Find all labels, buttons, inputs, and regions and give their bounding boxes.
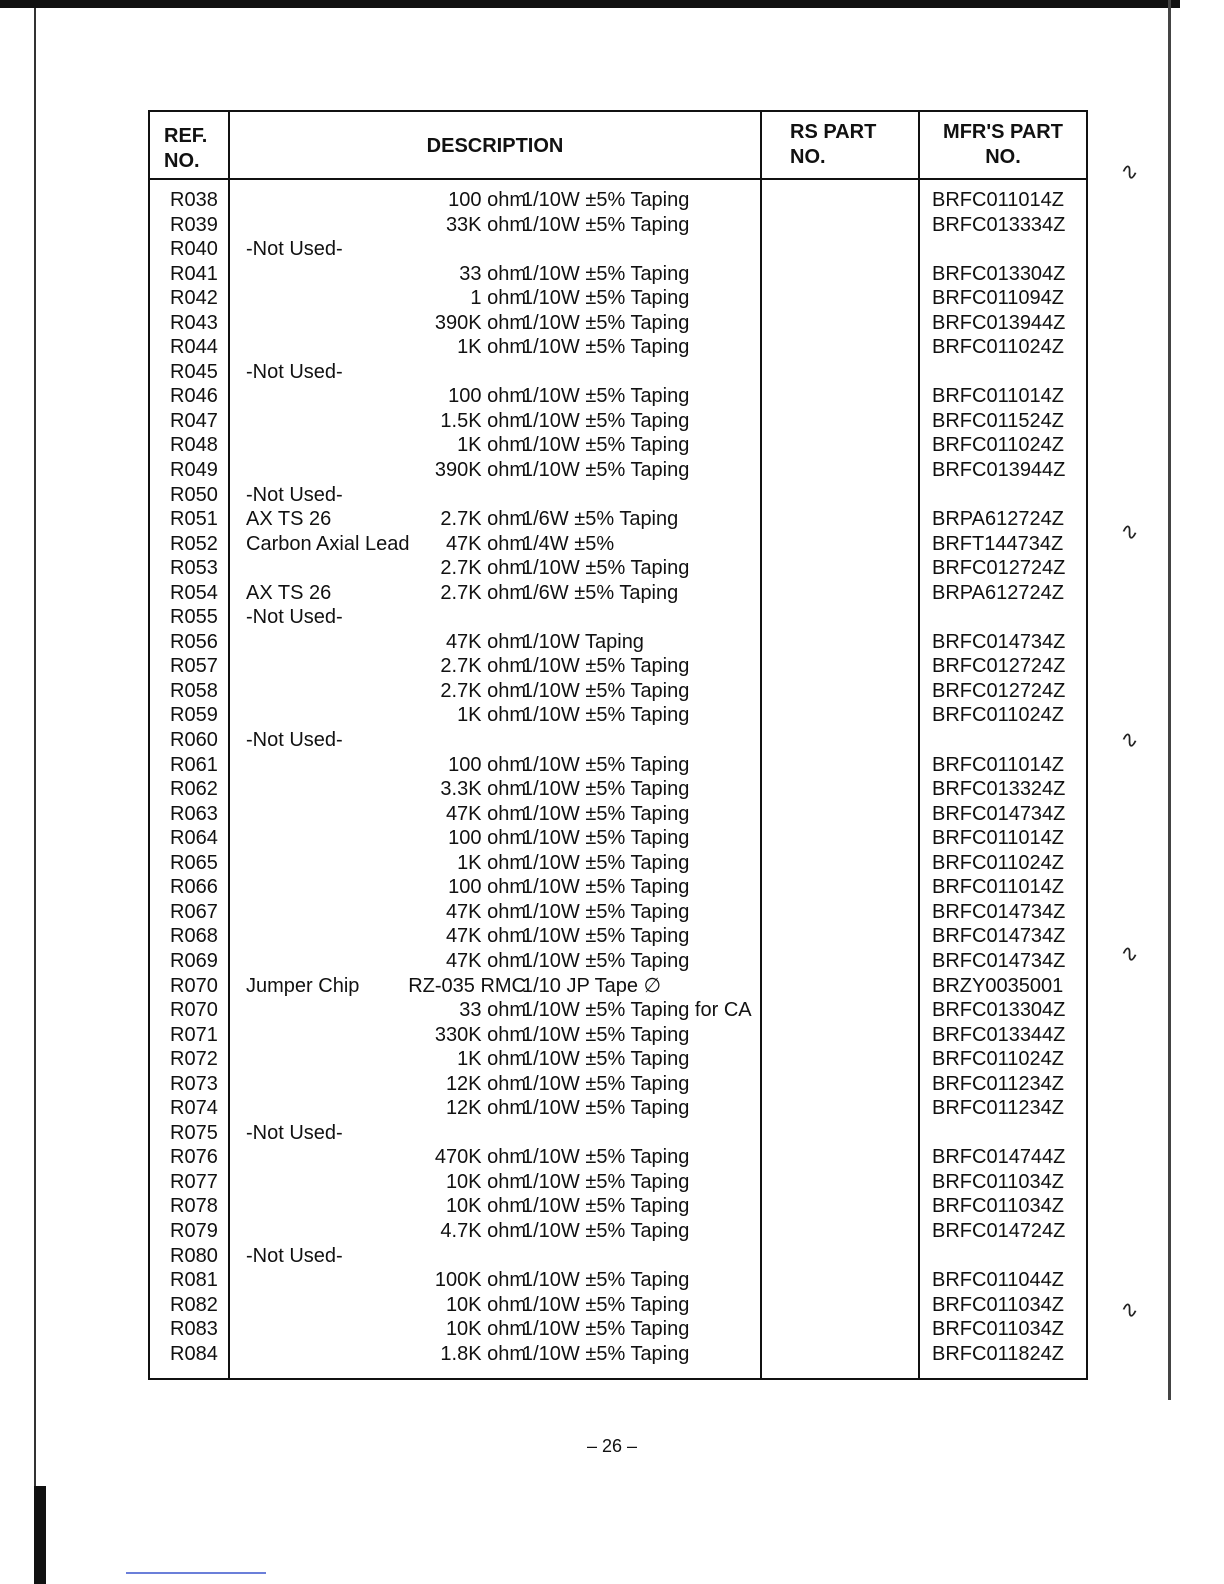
table-row (150, 433, 1086, 458)
spec-cell: 1/10W ±5% Taping (522, 925, 690, 948)
spec-cell: 1/10W ±5% Taping (522, 189, 690, 211)
table-row (150, 237, 1086, 262)
table-row (150, 1268, 1086, 1293)
header-divider (150, 178, 1086, 180)
spec-cell: 1/10W ±5% Taping (522, 1170, 690, 1193)
spec-cell: 1/10W ±5% Taping (522, 679, 690, 702)
mfr-part-cell: BRFC011824Z (932, 1342, 1064, 1365)
table-row (150, 409, 1086, 434)
resistance-value: 33K ohm (445, 213, 526, 236)
ref-cell: R055 (170, 606, 218, 629)
table-row (150, 1170, 1086, 1195)
table-body (150, 188, 1086, 1366)
ref-cell: R076 (170, 1146, 218, 1169)
ref-cell: R068 (170, 925, 218, 948)
binder-ring-icon: ∿ (1117, 725, 1142, 754)
mfr-part-cell: BRFC013344Z (932, 1023, 1066, 1046)
spec-cell: 1/10W ±5% Taping (522, 1293, 690, 1316)
resistance-value: 2.7K ohm (440, 679, 526, 702)
spec-cell: 1/10W ±5% Taping (522, 1097, 690, 1120)
mfr-part-cell: BRFC012724Z (932, 557, 1066, 580)
ref-cell: R078 (170, 1195, 218, 1218)
ref-cell: R084 (170, 1342, 218, 1365)
resistance-value: 1 ohm (470, 287, 526, 310)
spec-cell: 1/10W ±5% Taping (522, 1146, 690, 1169)
spec-cell: 1/10 JP Tape ∅ (522, 974, 662, 997)
mfr-part-cell: BRFC012724Z (932, 679, 1066, 702)
spec-cell: 1/10W ±5% Taping (522, 949, 690, 972)
table-row (150, 335, 1086, 360)
mfr-part-cell: BRFC011094Z (932, 287, 1064, 310)
ref-cell: R054 (170, 581, 218, 604)
table-row (150, 1293, 1086, 1318)
ref-cell: R049 (170, 459, 218, 482)
header-ref-no: REF. NO. (164, 125, 208, 172)
spec-cell: 1/10W ±5% Taping for CA (522, 999, 752, 1022)
ref-cell: R073 (170, 1072, 218, 1095)
table-row (150, 213, 1086, 238)
resistance-value: 470K ohm (434, 1146, 526, 1169)
mfr-part-cell: BRFC011024Z (932, 851, 1064, 874)
description-label: -Not Used- (246, 238, 343, 261)
resistance-value: 100K ohm (434, 1269, 526, 1292)
mfr-part-cell: BRFC011024Z (932, 434, 1064, 457)
scan-left-tab (34, 1486, 46, 1584)
header-description: DESCRIPTION (426, 135, 564, 157)
mfr-part-cell: BRFC011014Z (932, 189, 1064, 211)
ref-cell: R063 (170, 802, 218, 825)
resistance-value: 47K ohm (445, 900, 526, 923)
mfr-part-cell: BRFC011044Z (932, 1269, 1064, 1292)
spec-cell: 1/10W ±5% Taping (522, 753, 690, 776)
description-label: -Not Used- (246, 483, 343, 506)
table-row (150, 556, 1086, 581)
table-row (150, 532, 1086, 557)
ref-cell: R045 (170, 360, 218, 383)
resistance-value: 1K ohm (457, 434, 526, 457)
table-row (150, 728, 1086, 753)
resistance-value: 12K ohm (445, 1097, 526, 1120)
ref-cell: R081 (170, 1269, 218, 1292)
ref-cell: R079 (170, 1219, 218, 1242)
resistance-value: 47K ohm (445, 949, 526, 972)
ref-cell: R067 (170, 900, 218, 923)
resistance-value: 4.7K ohm (440, 1219, 526, 1242)
ref-cell: R044 (170, 336, 218, 359)
table-row (150, 851, 1086, 876)
mfr-part-cell: BRFC014734Z (932, 949, 1066, 972)
mfr-part-cell: BRFC013324Z (932, 778, 1066, 801)
mfr-part-cell: BRFC013304Z (932, 999, 1066, 1022)
table-row (150, 1194, 1086, 1219)
spec-cell: 1/10W ±5% Taping (522, 311, 690, 334)
table-row (150, 802, 1086, 827)
mfr-part-cell: BRFC011024Z (932, 704, 1064, 727)
table-row (150, 974, 1086, 999)
mfr-part-cell: BRFC014734Z (932, 925, 1066, 948)
ref-cell: R047 (170, 409, 218, 432)
page-number: – 26 – (586, 1436, 638, 1456)
ref-cell: R043 (170, 311, 218, 334)
mfr-part-cell: BRPA612724Z (932, 508, 1064, 531)
resistance-value: 10K ohm (445, 1170, 526, 1193)
resistance-value: 12K ohm (445, 1072, 526, 1095)
ref-cell: R056 (170, 630, 218, 653)
table-row (150, 875, 1086, 900)
spec-cell: 1/10W ±5% Taping (522, 1048, 690, 1071)
binder-edge (1168, 0, 1171, 1400)
mfr-part-cell: BRFC013304Z (932, 262, 1066, 285)
binder-ring-icon: ∿ (1117, 939, 1142, 968)
table-row (150, 1342, 1086, 1367)
resistance-value: 47K ohm (445, 802, 526, 825)
resistance-value: 100 ohm (448, 753, 526, 776)
mfr-part-cell: BRFC014734Z (932, 630, 1066, 653)
spec-cell: 1/10W ±5% Taping (522, 802, 690, 825)
mfr-part-cell: BRFC011034Z (932, 1293, 1064, 1316)
header-rs-part-no: RS PART NO. (790, 121, 877, 168)
table-row (150, 949, 1086, 974)
resistance-value: 3.3K ohm (440, 778, 526, 801)
parts-table (148, 110, 1088, 1380)
description-label: AX TS 26 (246, 581, 332, 604)
table-row (150, 262, 1086, 287)
resistance-value: 47K ohm (445, 630, 526, 653)
resistance-value: 100 ohm (448, 385, 526, 408)
table-row (150, 900, 1086, 925)
table-row (150, 1121, 1086, 1146)
spec-cell: 1/10W ±5% Taping (522, 1219, 690, 1242)
ref-cell: R058 (170, 679, 218, 702)
description-label: -Not Used- (246, 360, 343, 383)
resistance-value: 47K ohm (445, 925, 526, 948)
description-label: -Not Used- (246, 729, 343, 752)
resistance-value: 2.7K ohm (440, 508, 526, 531)
ref-cell: R050 (170, 483, 218, 506)
description-label: -Not Used- (246, 1244, 343, 1267)
table-row (150, 826, 1086, 851)
mfr-part-cell: BRFC011024Z (932, 1048, 1064, 1071)
ref-cell: R046 (170, 385, 218, 408)
mfr-part-cell: BRFC011014Z (932, 827, 1064, 850)
description-label: Carbon Axial Lead (246, 532, 410, 555)
table-row (150, 654, 1086, 679)
table-row (150, 1096, 1086, 1121)
ref-cell: R040 (170, 238, 218, 261)
table-row (150, 605, 1086, 630)
mfr-part-cell: BRFC011014Z (932, 753, 1064, 776)
table-row (150, 630, 1086, 655)
mfr-part-cell: BRFC014734Z (932, 900, 1066, 923)
scan-left-edge (34, 8, 36, 1508)
description-label: AX TS 26 (246, 508, 332, 531)
spec-cell: 1/10W ±5% Taping (522, 655, 690, 678)
ref-cell: R053 (170, 557, 218, 580)
resistance-value: 1K ohm (457, 1048, 526, 1071)
ref-cell: R075 (170, 1121, 218, 1144)
scan-top-edge (0, 0, 1180, 8)
resistance-value: 47K ohm (445, 532, 526, 555)
table-row (150, 507, 1086, 532)
ref-cell: R039 (170, 213, 218, 236)
spec-cell: 1/10W ±5% Taping (522, 1023, 690, 1046)
ref-cell: R070 (170, 999, 218, 1022)
table-row (150, 1072, 1086, 1097)
resistance-value: 1.8K ohm (440, 1342, 526, 1365)
ref-cell: R059 (170, 704, 218, 727)
table-row (150, 286, 1086, 311)
mfr-part-cell: BRFC013944Z (932, 459, 1066, 482)
ref-cell: R062 (170, 778, 218, 801)
spec-cell: 1/10W ±5% Taping (522, 1072, 690, 1095)
ref-cell: R065 (170, 851, 218, 874)
ref-cell: R051 (170, 508, 218, 531)
mfr-part-cell: BRFC011014Z (932, 385, 1064, 408)
spec-cell: 1/10W ±5% Taping (522, 851, 690, 874)
resistance-value: 10K ohm (445, 1293, 526, 1316)
mfr-part-cell: BRFC014744Z (932, 1146, 1066, 1169)
resistance-value: 100 ohm (448, 827, 526, 850)
mfr-part-cell: BRZY0035001 (932, 974, 1064, 997)
spec-cell: 1/10W ±5% Taping (522, 213, 690, 236)
ref-cell: R060 (170, 729, 218, 752)
table-row (150, 679, 1086, 704)
mfr-part-cell: BRFC014724Z (932, 1219, 1066, 1242)
table-row (150, 1244, 1086, 1269)
ref-cell: R082 (170, 1293, 218, 1316)
resistance-value: 100 ohm (448, 876, 526, 899)
resistance-value: 1K ohm (457, 336, 526, 359)
table-row (150, 1219, 1086, 1244)
ref-cell: R038 (170, 189, 218, 211)
spec-cell: 1/10W ±5% Taping (522, 900, 690, 923)
mfr-part-cell: BRFC011034Z (932, 1170, 1064, 1193)
table-row (150, 1317, 1086, 1342)
mfr-part-cell: BRFC011024Z (932, 336, 1064, 359)
resistance-value: RZ-035 RMC (408, 974, 526, 997)
ref-cell: R074 (170, 1097, 218, 1120)
mfr-part-cell: BRFC013944Z (932, 311, 1066, 334)
resistance-value: 2.7K ohm (440, 557, 526, 580)
spec-cell: 1/4W ±5% (522, 532, 615, 555)
ref-cell: R066 (170, 876, 218, 899)
spec-cell: 1/10W ±5% Taping (522, 1318, 690, 1341)
resistance-value: 10K ohm (445, 1318, 526, 1341)
ref-cell: R061 (170, 753, 218, 776)
resistance-value: 33 ohm (459, 999, 526, 1022)
resistance-value: 10K ohm (445, 1195, 526, 1218)
spec-cell: 1/10W ±5% Taping (522, 385, 690, 408)
mfr-part-cell: BRFT144734Z (932, 532, 1064, 555)
ref-cell: R052 (170, 532, 218, 555)
resistance-value: 390K ohm (434, 311, 526, 334)
spec-cell: 1/10W ±5% Taping (522, 287, 690, 310)
resistance-value: 100 ohm (448, 189, 526, 211)
spec-cell: 1/10W ±5% Taping (522, 336, 690, 359)
ref-cell: R048 (170, 434, 218, 457)
binder-ring-icon: ∿ (1117, 517, 1142, 546)
spec-cell: 1/10W ±5% Taping (522, 876, 690, 899)
mfr-part-cell: BRFC011234Z (932, 1072, 1064, 1095)
resistance-value: 1.5K ohm (440, 409, 526, 432)
bottom-rule (126, 1572, 266, 1574)
spec-cell: 1/10W ±5% Taping (522, 1195, 690, 1218)
mfr-part-cell: BRFC011034Z (932, 1195, 1064, 1218)
spec-cell: 1/6W ±5% Taping (522, 508, 679, 531)
ref-cell: R071 (170, 1023, 218, 1046)
resistance-value: 2.7K ohm (440, 581, 526, 604)
description-label: -Not Used- (246, 1121, 343, 1144)
resistance-value: 330K ohm (434, 1023, 526, 1046)
table-row (150, 458, 1086, 483)
table-row (150, 703, 1086, 728)
mfr-part-cell: BRFC012724Z (932, 655, 1066, 678)
ref-cell: R080 (170, 1244, 218, 1267)
description-label: -Not Used- (246, 606, 343, 629)
mfr-part-cell: BRPA612724Z (932, 581, 1064, 604)
spec-cell: 1/10W ±5% Taping (522, 557, 690, 580)
table-row (150, 924, 1086, 949)
table-row (150, 998, 1086, 1023)
mfr-part-cell: BRFC014734Z (932, 802, 1066, 825)
header-mfr-part-no: MFR'S PART NO. (943, 121, 1063, 168)
spec-cell: 1/10W ±5% Taping (522, 262, 690, 285)
binder-ring-icon: ∿ (1117, 157, 1142, 186)
spec-cell: 1/10W ±5% Taping (522, 704, 690, 727)
spec-cell: 1/10W ±5% Taping (522, 1342, 690, 1365)
table-row (150, 188, 1086, 213)
resistance-value: 1K ohm (457, 704, 526, 727)
ref-cell: R042 (170, 287, 218, 310)
table-row (150, 483, 1086, 508)
ref-cell: R064 (170, 827, 218, 850)
spec-cell: 1/10W ±5% Taping (522, 827, 690, 850)
ref-cell: R069 (170, 949, 218, 972)
mfr-part-cell: BRFC011034Z (932, 1318, 1064, 1341)
ref-cell: R057 (170, 655, 218, 678)
ref-cell: R077 (170, 1170, 218, 1193)
description-label: Jumper Chip (246, 974, 360, 997)
table-row (150, 777, 1086, 802)
spec-cell: 1/10W ±5% Taping (522, 778, 690, 801)
ref-cell: R072 (170, 1048, 218, 1071)
spec-cell: 1/6W ±5% Taping (522, 581, 679, 604)
table-row (150, 753, 1086, 778)
resistance-value: 390K ohm (434, 459, 526, 482)
resistance-value: 2.7K ohm (440, 655, 526, 678)
spec-cell: 1/10W ±5% Taping (522, 459, 690, 482)
spec-cell: 1/10W ±5% Taping (522, 434, 690, 457)
mfr-part-cell: BRFC011524Z (932, 409, 1064, 432)
table-row (150, 360, 1086, 385)
resistance-value: 1K ohm (457, 851, 526, 874)
ref-cell: R041 (170, 262, 218, 285)
binder-ring-icon: ∿ (1117, 1295, 1142, 1324)
table-row (150, 311, 1086, 336)
spec-cell: 1/10W ±5% Taping (522, 1269, 690, 1292)
table-row (150, 1047, 1086, 1072)
resistance-value: 33 ohm (459, 262, 526, 285)
spec-cell: 1/10W Taping (522, 630, 644, 653)
mfr-part-cell: BRFC013334Z (932, 213, 1066, 236)
mfr-part-cell: BRFC011014Z (932, 876, 1064, 899)
table-row (150, 581, 1086, 606)
table-row (150, 1023, 1086, 1048)
table-row (150, 384, 1086, 409)
mfr-part-cell: BRFC011234Z (932, 1097, 1064, 1120)
ref-cell: R070 (170, 974, 218, 997)
spec-cell: 1/10W ±5% Taping (522, 409, 690, 432)
table-row (150, 1145, 1086, 1170)
ref-cell: R083 (170, 1318, 218, 1341)
